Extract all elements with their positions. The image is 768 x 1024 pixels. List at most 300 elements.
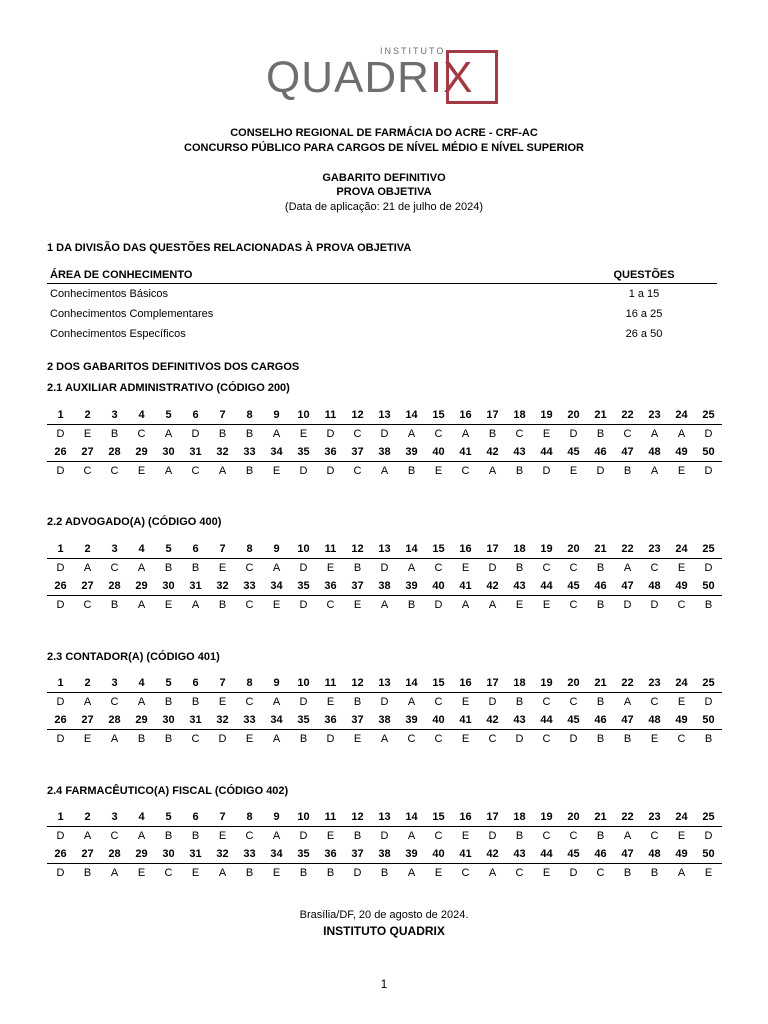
question-number: 13 [371,674,398,693]
answer-cell: C [407,733,416,745]
question-number: 3 [101,406,128,425]
cargo-title-2: 2.2 ADVOGADO(A) (CÓDIGO 400) [47,516,222,528]
answer-cell: C [83,465,92,477]
question-number: 21 [587,406,614,425]
question-number: 45 [560,845,587,864]
page-number: 1 [380,977,388,991]
answer-cell: C [434,733,443,745]
answer-cell: E [677,696,686,708]
answer-cell: C [83,599,92,611]
answer-cell: B [110,428,119,440]
answer-cell: B [704,599,713,611]
question-number: 17 [479,406,506,425]
question-number: 19 [533,406,560,425]
answer-cell: C [110,562,119,574]
question-number: 29 [128,577,155,596]
answer-cell: D [488,830,497,842]
question-number: 45 [560,443,587,462]
answer-cell: D [299,465,308,477]
answer-cell: B [164,696,173,708]
footer-city-date: Brasília/DF, 20 de agosto de 2024. [299,909,469,921]
answer-cell: B [218,599,227,611]
answer-cell: B [515,696,524,708]
answer-cell: E [434,867,443,879]
answer-cell: D [218,733,227,745]
answer-cell: E [245,733,254,745]
number-row [47,406,722,425]
answer-cell: A [218,867,227,879]
answer-cell: D [326,428,335,440]
question-number: 16 [452,674,479,693]
answer-cell: D [380,830,389,842]
question-number: 48 [641,711,668,730]
answer-cell: B [596,599,605,611]
answer-cell: A [380,465,389,477]
answer-cell: C [326,599,335,611]
answer-cell: E [461,696,470,708]
question-number: 5 [155,540,182,559]
question-number: 19 [533,808,560,827]
question-number: 22 [614,540,641,559]
answer-cell: D [326,733,335,745]
question-number: 8 [236,406,263,425]
question-number: 27 [74,845,101,864]
answer-cell: C [245,562,254,574]
question-number: 5 [155,406,182,425]
questions-col-header: QUESTÕES [571,266,717,284]
answer-cell: E [542,599,551,611]
answer-cell: D [380,428,389,440]
question-number: 49 [668,845,695,864]
question-number: 25 [695,674,722,693]
question-number: 44 [533,711,560,730]
question-number: 8 [236,674,263,693]
answer-cell: E [191,867,200,879]
question-number: 23 [641,674,668,693]
number-row [47,540,722,559]
question-number: 44 [533,443,560,462]
question-number: 22 [614,808,641,827]
answer-cell: B [596,562,605,574]
question-number: 32 [209,711,236,730]
question-number: 18 [506,808,533,827]
question-number: 38 [371,577,398,596]
answer-row [47,596,722,615]
question-number: 2 [74,674,101,693]
answer-cell: B [704,733,713,745]
question-number: 31 [182,845,209,864]
question-number: 29 [128,443,155,462]
question-number: 20 [560,808,587,827]
answer-cell: E [461,562,470,574]
question-number: 11 [317,406,344,425]
question-number: 26 [47,443,74,462]
answer-cell: B [407,465,416,477]
question-number: 37 [344,711,371,730]
answer-cell: E [326,830,335,842]
answer-cell: E [326,696,335,708]
question-number: 39 [398,443,425,462]
question-number: 47 [614,443,641,462]
question-number: 48 [641,443,668,462]
question-number: 39 [398,845,425,864]
question-number: 17 [479,674,506,693]
quadrix-logo [266,46,506,108]
answer-cell: D [704,562,713,574]
question-number: 46 [587,845,614,864]
answer-cell: A [407,696,416,708]
question-number: 34 [263,711,290,730]
question-number: 46 [587,443,614,462]
question-number: 1 [47,540,74,559]
answer-cell: E [164,599,173,611]
answer-cell: C [245,599,254,611]
answer-cell: E [461,830,470,842]
answer-cell: D [56,733,65,745]
answer-cell: C [110,830,119,842]
header-line-1: CONSELHO REGIONAL DE FARMÁCIA DO ACRE - CRF-AC [230,127,538,139]
answer-cell: B [137,733,146,745]
answer-cell: D [380,562,389,574]
question-number: 34 [263,443,290,462]
question-number: 40 [425,711,452,730]
answer-cell: B [515,562,524,574]
question-number: 41 [452,845,479,864]
answer-cell: D [299,830,308,842]
area-cell: Conhecimentos Básicos [50,288,169,300]
question-number: 25 [695,540,722,559]
question-number: 15 [425,540,452,559]
answer-cell: D [542,465,551,477]
answer-cell: A [272,562,281,574]
table-row [47,304,717,324]
cargo-title-1: 2.1 AUXILIAR ADMINISTRATIVO (CÓDIGO 200) [47,382,290,394]
answer-cell: C [515,867,524,879]
area-table-header [47,266,717,284]
answer-cell: A [407,867,416,879]
header-line-3: GABARITO DEFINITIVO [322,172,446,184]
question-number: 30 [155,711,182,730]
section-1-title: 1 DA DIVISÃO DAS QUESTÕES RELACIONADAS À PROVA OBJETIVA [47,242,412,254]
question-number: 9 [263,674,290,693]
answer-cell: C [677,733,686,745]
question-number: 43 [506,845,533,864]
answer-cell: B [353,696,362,708]
answer-cell: D [704,830,713,842]
answer-cell: D [299,562,308,574]
area-cell: Conhecimentos Específicos [50,328,186,340]
question-number: 31 [182,711,209,730]
answer-cell: E [137,465,146,477]
answer-cell: C [488,733,497,745]
answer-cell: A [380,599,389,611]
answer-cell: E [461,733,470,745]
question-number: 50 [695,577,722,596]
header-line-2: CONCURSO PÚBLICO PARA CARGOS DE NÍVEL MÉDIO E NÍVEL SUPERIOR [184,142,584,154]
answer-cell: E [218,830,227,842]
question-number: 46 [587,577,614,596]
answer-cell: B [299,733,308,745]
question-number: 27 [74,577,101,596]
answer-cell: A [461,428,470,440]
answer-cell: C [434,696,443,708]
answer-cell: B [380,867,389,879]
answer-cell: B [164,733,173,745]
question-number: 4 [128,540,155,559]
question-number: 25 [695,406,722,425]
answer-cell: A [677,428,686,440]
area-col-header: ÁREA DE CONHECIMENTO [47,266,571,284]
logo-main-text: QUADRIX [266,53,474,102]
question-number: 18 [506,674,533,693]
answer-cell: D [704,465,713,477]
question-number: 44 [533,845,560,864]
answer-cell: E [83,428,92,440]
answer-cell: A [164,465,173,477]
answer-cell: B [164,830,173,842]
question-number: 33 [236,711,263,730]
footer-org: INSTITUTO QUADRIX [323,924,445,938]
question-number: 24 [668,540,695,559]
answer-cell: E [677,562,686,574]
area-table [47,266,717,344]
questions-cell: 1 a 15 [628,288,660,300]
answer-cell: A [623,562,632,574]
answer-cell: D [299,599,308,611]
answer-cell: B [353,830,362,842]
answer-cell: C [542,562,551,574]
question-number: 13 [371,406,398,425]
table-row [47,284,717,305]
question-number: 6 [182,674,209,693]
question-number: 9 [263,540,290,559]
answer-cell: B [623,867,632,879]
answer-cell: D [56,599,65,611]
cargo-title-3: 2.3 CONTADOR(A) (CÓDIGO 401) [47,651,220,663]
answer-cell: B [245,867,254,879]
answer-cell: C [434,428,443,440]
answer-grid [47,674,722,748]
question-number: 39 [398,577,425,596]
answer-cell: A [488,599,497,611]
question-number: 50 [695,443,722,462]
question-number: 1 [47,808,74,827]
question-number: 28 [101,577,128,596]
answer-cell: A [110,867,119,879]
answer-cell: D [704,696,713,708]
question-number: 47 [614,577,641,596]
question-number: 21 [587,540,614,559]
answer-cell: B [218,428,227,440]
answer-grid [47,540,722,614]
answer-grid [47,808,722,882]
question-number: 33 [236,845,263,864]
section-2-title: 2 DOS GABARITOS DEFINITIVOS DOS CARGOS [47,361,300,373]
question-number: 48 [641,845,668,864]
question-number: 5 [155,674,182,693]
question-number: 14 [398,540,425,559]
question-number: 25 [695,808,722,827]
answer-cell: D [56,830,65,842]
question-number: 27 [74,443,101,462]
question-number: 8 [236,540,263,559]
question-number: 32 [209,577,236,596]
question-number: 35 [290,845,317,864]
header-line-5: (Data de aplicação: 21 de julho de 2024) [284,201,484,213]
question-number: 42 [479,443,506,462]
question-number: 9 [263,406,290,425]
question-number: 32 [209,845,236,864]
answer-cell: A [650,428,659,440]
header-line-4: PROVA OBJETIVA [336,186,432,198]
number-row [47,674,722,693]
answer-cell: D [380,696,389,708]
question-number: 14 [398,674,425,693]
question-number: 35 [290,443,317,462]
question-number: 24 [668,406,695,425]
answer-cell: D [569,733,578,745]
question-number: 2 [74,406,101,425]
question-number: 28 [101,845,128,864]
answer-cell: C [542,733,551,745]
question-number: 22 [614,674,641,693]
answer-row [47,864,722,883]
answer-cell: C [542,830,551,842]
answer-cell: D [569,867,578,879]
answer-cell: A [623,696,632,708]
answer-cell: E [326,562,335,574]
question-number: 13 [371,540,398,559]
number-row [47,577,722,596]
question-number: 29 [128,845,155,864]
answer-cell: A [137,599,146,611]
answer-cell: B [596,428,605,440]
question-number: 40 [425,577,452,596]
question-number: 2 [74,540,101,559]
question-number: 7 [209,540,236,559]
cargo-title-4: 2.4 FARMACÊUTICO(A) FISCAL (CÓDIGO 402) [47,785,289,797]
question-number: 12 [344,406,371,425]
question-number: 19 [533,540,560,559]
answer-cell: C [245,830,254,842]
answer-cell: E [272,465,281,477]
question-number: 19 [533,674,560,693]
answer-cell: C [434,562,443,574]
question-number: 14 [398,406,425,425]
answer-cell: C [596,867,605,879]
answer-cell: D [56,696,65,708]
question-number: 1 [47,674,74,693]
question-number: 46 [587,711,614,730]
question-number: 48 [641,577,668,596]
question-number: 38 [371,443,398,462]
answer-cell: E [299,428,308,440]
question-number: 30 [155,845,182,864]
question-number: 26 [47,711,74,730]
question-number: 4 [128,406,155,425]
question-number: 4 [128,674,155,693]
question-number: 39 [398,711,425,730]
question-number: 2 [74,808,101,827]
question-number: 26 [47,577,74,596]
question-number: 42 [479,577,506,596]
question-number: 37 [344,577,371,596]
answer-cell: B [245,428,254,440]
answer-cell: A [407,562,416,574]
question-number: 16 [452,406,479,425]
question-number: 41 [452,443,479,462]
question-number: 31 [182,443,209,462]
answer-cell: A [191,599,200,611]
answer-cell: C [137,428,146,440]
answer-cell: C [569,562,578,574]
question-number: 7 [209,808,236,827]
answer-cell: E [272,599,281,611]
question-number: 37 [344,443,371,462]
answer-cell: D [56,465,65,477]
question-number: 1 [47,406,74,425]
question-number: 3 [101,540,128,559]
question-number: 6 [182,540,209,559]
question-number: 30 [155,443,182,462]
question-number: 35 [290,577,317,596]
answer-cell: A [407,428,416,440]
answer-cell: E [83,733,92,745]
number-row [47,808,722,827]
answer-cell: A [272,733,281,745]
answer-cell: C [677,599,686,611]
question-number: 23 [641,406,668,425]
answer-cell: B [245,465,254,477]
question-number: 3 [101,808,128,827]
answer-row [47,827,722,846]
answer-cell: C [245,696,254,708]
question-number: 35 [290,711,317,730]
answer-cell: C [191,733,200,745]
answer-cell: E [353,733,362,745]
answer-cell: B [596,830,605,842]
question-number: 17 [479,540,506,559]
question-number: 12 [344,674,371,693]
answer-cell: A [380,733,389,745]
answer-cell: B [164,562,173,574]
answer-row [47,425,722,444]
answer-row [47,693,722,712]
question-number: 38 [371,845,398,864]
question-number: 43 [506,443,533,462]
answer-cell: A [407,830,416,842]
question-number: 43 [506,711,533,730]
answer-cell: D [56,562,65,574]
question-number: 38 [371,711,398,730]
question-number: 44 [533,577,560,596]
question-number: 45 [560,711,587,730]
question-number: 49 [668,711,695,730]
question-number: 7 [209,674,236,693]
question-number: 21 [587,808,614,827]
question-number: 18 [506,540,533,559]
answer-cell: A [272,696,281,708]
question-number: 42 [479,711,506,730]
question-number: 23 [641,808,668,827]
answer-cell: D [596,465,605,477]
answer-row [47,730,722,749]
answer-cell: B [650,867,659,879]
question-number: 34 [263,577,290,596]
number-row [47,443,722,462]
question-number: 23 [641,540,668,559]
answer-cell: B [191,830,200,842]
